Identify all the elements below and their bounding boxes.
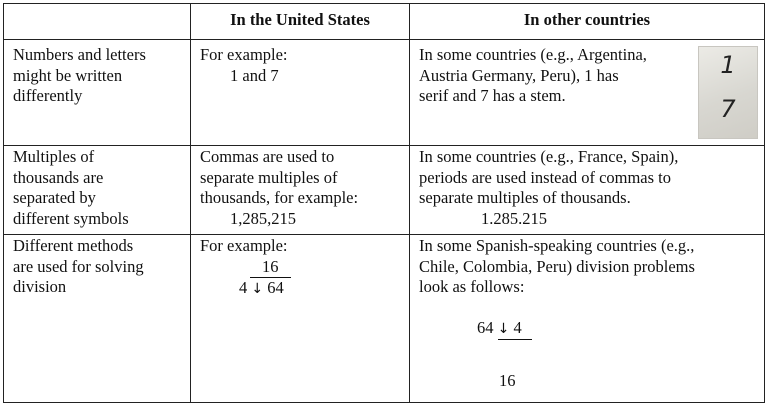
other-dividend: 64 [477, 317, 494, 337]
other-divisor: 4 [513, 317, 522, 337]
other-line: In some countries (e.g., France, Spain), [419, 147, 679, 166]
us-cell [191, 146, 410, 235]
table-row [4, 146, 765, 235]
topic-line: thousands are [13, 167, 104, 187]
header-other-countries: In other countries [410, 4, 765, 40]
topic-cell [4, 146, 191, 235]
us-example: 1 and 7 [230, 65, 279, 85]
table-row [4, 40, 765, 146]
other-example: 1.285.215 [481, 208, 547, 228]
other-line: look as follows: [419, 277, 525, 296]
us-dividend: 64 [267, 278, 284, 297]
division-arrow-icon: ↓ [497, 320, 510, 337]
topic-line: different symbols [13, 208, 129, 228]
us-cell [191, 40, 410, 146]
header-empty [4, 4, 191, 40]
other-line: separate multiples of thousands. [419, 188, 631, 207]
table-row [4, 235, 765, 403]
other-line: periods are used instead of commas to [419, 167, 672, 187]
header-row [4, 4, 765, 40]
us-quotient: 16 [250, 257, 291, 279]
us-division-line [200, 278, 403, 300]
other-cell [410, 235, 765, 403]
topic-line: might be written [13, 65, 123, 85]
other-line: serif and 7 has a stem. [419, 86, 566, 105]
topic-line: separated by [13, 188, 96, 207]
topic-line: differently [13, 86, 83, 105]
handwritten-seven: 7 [720, 95, 736, 123]
us-line: For example: [200, 236, 288, 255]
topic-line: Numbers and letters [13, 45, 146, 64]
header-united-states: In the United States [191, 4, 410, 40]
other-line: Austria Germany, Peru), 1 has [419, 65, 619, 85]
topic-line: Multiples of [13, 147, 95, 166]
topic-line: Different methods [13, 236, 134, 255]
other-cell [410, 40, 765, 146]
topic-cell [4, 235, 191, 403]
quotient-line [200, 257, 403, 279]
topic-cell [4, 40, 191, 146]
other-line: In some Spanish-speaking countries (e.g., [419, 236, 695, 255]
other-line: Chile, Colombia, Peru) division problems [419, 256, 695, 276]
us-divisor: 4 [239, 278, 248, 297]
us-line: separate multiples of [200, 167, 338, 187]
comparison-table [3, 3, 765, 403]
other-quotient: 16 [499, 371, 516, 390]
other-cell [410, 146, 765, 235]
other-line: In some countries (e.g., Argentina, [419, 45, 647, 64]
handwritten-digits-photo [698, 46, 758, 139]
division-arrow-icon: ↓ [251, 281, 264, 297]
us-line: Commas are used to [200, 147, 335, 166]
topic-line: are used for solving [13, 256, 144, 276]
us-line: For example: [200, 45, 288, 64]
handwritten-one: 1 [720, 51, 736, 79]
other-division-line [419, 318, 758, 341]
topic-line: division [13, 277, 67, 296]
other-divisor-group [498, 318, 532, 341]
us-cell [191, 235, 410, 403]
us-line: thousands, for example: [200, 188, 359, 207]
us-example: 1,285,215 [230, 208, 296, 228]
